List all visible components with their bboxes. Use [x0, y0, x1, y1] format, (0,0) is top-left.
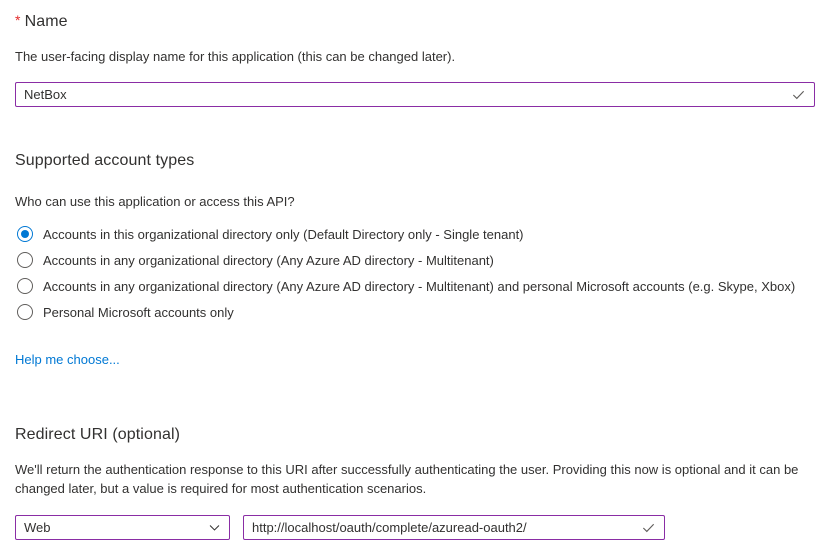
name-input[interactable]	[24, 87, 785, 102]
platform-select-value: Web	[24, 520, 51, 535]
radio-multitenant[interactable]	[15, 247, 815, 273]
radio-multitenant-personal[interactable]	[15, 273, 815, 299]
redirect-uri-input-box[interactable]	[243, 515, 665, 540]
account-types-title: Supported account types	[15, 152, 195, 169]
name-title-text: Name	[24, 13, 68, 30]
radio-icon[interactable]	[17, 252, 33, 268]
radio-icon[interactable]	[17, 226, 33, 242]
help-me-choose-link[interactable]: Help me choose...	[15, 352, 120, 367]
account-types-radio-group	[15, 221, 815, 325]
radio-single-tenant[interactable]	[15, 221, 815, 247]
account-types-question: Who can use this application or access this API?	[15, 194, 295, 209]
name-section-title	[15, 12, 815, 31]
radio-icon[interactable]	[17, 304, 33, 320]
redirect-uri-title: Redirect URI (optional)	[15, 426, 181, 443]
check-icon	[791, 87, 806, 102]
redirect-uri-row	[15, 515, 815, 540]
radio-label: Accounts in any organizational directory (Any Azure AD directory - Multitenant) and personal Microsoft accounts (e.g. Skype, Xbox)	[43, 278, 796, 294]
platform-select[interactable]	[15, 515, 230, 540]
redirect-uri-input[interactable]	[252, 520, 635, 535]
check-icon	[641, 520, 656, 535]
radio-label: Accounts in any organizational directory (Any Azure AD directory - Multitenant)	[43, 252, 494, 268]
radio-personal-only[interactable]	[15, 299, 815, 325]
redirect-uri-description: We'll return the authentication response to this URI after successfully authenticating the user. Providing this now is optional and it can be changed later, but a value is required for most authentication scenarios.	[15, 462, 799, 496]
radio-label: Personal Microsoft accounts only	[43, 304, 234, 320]
name-input-box[interactable]	[15, 82, 815, 107]
radio-label: Accounts in this organizational directory only (Default Directory only - Single tenant)	[43, 226, 524, 242]
name-description: The user-facing display name for this application (this can be changed later).	[15, 49, 456, 64]
radio-icon[interactable]	[17, 278, 33, 294]
chevron-down-icon	[208, 521, 221, 534]
required-marker: *	[15, 12, 21, 28]
